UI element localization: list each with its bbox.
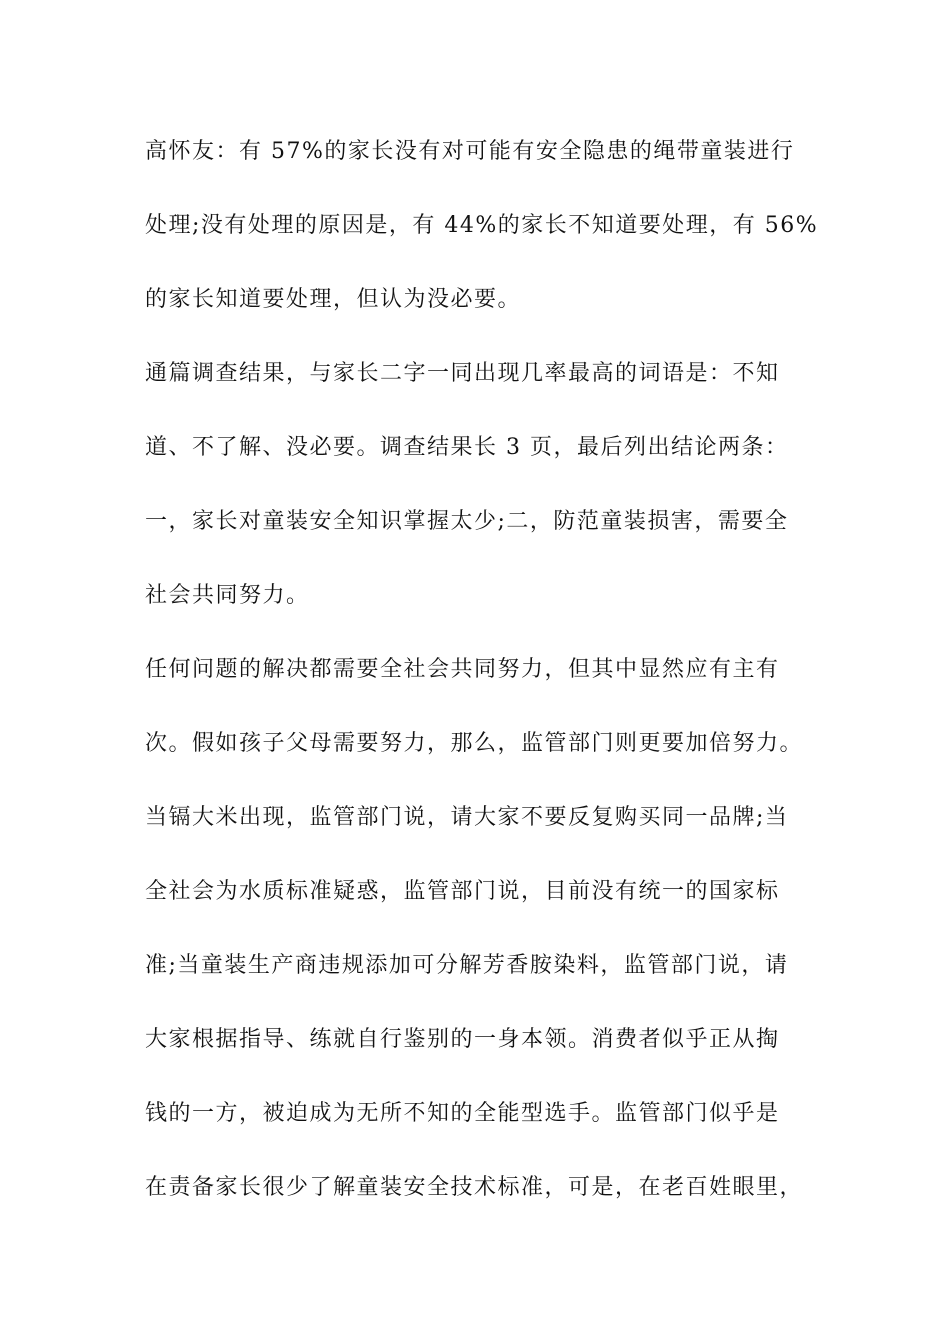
- text-line-12: 准;当童装生产商违规添加可分解芳香胺染料，监管部门说，请: [145, 953, 789, 978]
- text-line-1: 高怀友：有 57%的家长没有对可能有安全隐患的绳带童装进行: [145, 139, 795, 164]
- text-line-9: 次。假如孩子父母需要努力，那么，监管部门则更要加倍努力。: [145, 731, 804, 756]
- text-line-5: 道、不了解、没必要。调查结果长 3 页，最后列出结论两条：: [145, 435, 789, 460]
- text-line-11: 全社会为水质标准疑惑，监管部门说，目前没有统一的国家标: [145, 879, 780, 904]
- text-line-10: 当镉大米出现，监管部门说，请大家不要反复购买同一品牌;当: [145, 805, 789, 830]
- text-line-4: 通篇调查结果，与家长二字一同出现几率最高的词语是：不知: [145, 361, 780, 386]
- text-line-14: 钱的一方，被迫成为无所不知的全能型选手。监管部门似乎是: [145, 1101, 780, 1126]
- text-line-6: 一，家长对童装安全知识掌握太少;二，防范童装损害，需要全: [145, 509, 789, 534]
- text-line-13: 大家根据指导、练就自行鉴别的一身本领。消费者似乎正从掏: [145, 1027, 780, 1052]
- text-line-15: 在责备家长很少了解童装安全技术标准，可是，在老百姓眼里，: [145, 1175, 804, 1200]
- text-line-2: 处理;没有处理的原因是，有 44%的家长不知道要处理，有 56%: [145, 213, 819, 238]
- text-line-8: 任何问题的解决都需要全社会共同努力，但其中显然应有主有: [145, 657, 780, 682]
- document-body: [145, 128, 819, 1238]
- text-line-3: 的家长知道要处理，但认为没必要。: [145, 287, 522, 312]
- text-line-7: 社会共同努力。: [145, 583, 310, 608]
